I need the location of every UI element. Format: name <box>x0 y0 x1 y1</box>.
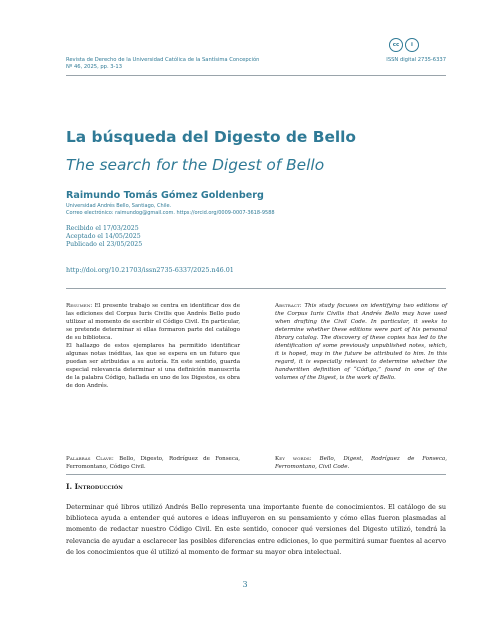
keywords-en-label: Key words: <box>275 456 312 462</box>
keywords-en-text: Bello, Digest, Rodríguez de Fonseca, Ferromontano, Civil Code. <box>275 456 448 471</box>
abstract-english <box>275 302 447 382</box>
received-date: Recibido el 17/03/2025 <box>66 225 139 232</box>
accepted-date: Aceptado el 14/05/2025 <box>66 233 141 241</box>
published-date: Publicado el 23/05/2025 <box>66 241 143 249</box>
license-badges <box>389 38 419 52</box>
doi-link[interactable]: http://doi.org/10.21703/issn2735-6337/2025.n46.01 <box>66 266 234 274</box>
abstract-spanish <box>66 302 240 391</box>
section-body: Determinar qué libros utilizó Andrés Bello representa una importante fuente de conocimientos. El catálogo de su biblioteca ayuda a entender qué autores e ideas influyeron en su pensamiento y cómo ellas fueron plasmadas al momento de redactar nuestro Código Civil. En este sentido, conocer qué versiones del Digesto utilizó, tendrá la relevancia de ayudar a esclarecer las posibles diferencias entre ediciones, lo que permitirá sumar fuentes al acervo de los conocimientos que él utilizó al momento de formar su mayor obra intelectual. <box>66 503 446 556</box>
abstract-divider-top <box>66 288 446 289</box>
page-number: 3 <box>242 580 248 589</box>
by-icon: i <box>405 38 419 52</box>
keywords-es-text: Bello, Digesto, Rodríguez de Fonseca, Ferromontano, Código Civil. <box>66 456 241 471</box>
keywords-english <box>275 455 447 471</box>
journal-name: Revista de Derecho de la Universidad Católica de la Santísima Concepción <box>66 57 260 63</box>
issn: ISSN digital 2735-6337 <box>386 57 446 63</box>
author-name: Raimundo Tomás Gómez Goldenberg <box>66 190 264 201</box>
cc-icon: cc <box>389 38 403 52</box>
abstract-divider-bottom <box>66 474 446 475</box>
keywords-es-label: Palabras Clave: <box>66 456 114 462</box>
affiliation-line: Universidad Andrés Bello, Santiago, Chile. <box>66 203 172 209</box>
title-spanish: La búsqueda del Digesto de Bello <box>66 128 357 146</box>
header-divider <box>66 75 446 76</box>
abstract-en-text: This study focuses on identifying two editions of the Corpus Iuris Civilis that Andrés Bello may have used when drafting the Civil Code. In particular, it seeks to determine whether these editions were part of his personal library catalog. The discovery of these copies has led to the identification of some previously unpublished notes, which, it is hoped, may in the future be attributed to him. In this regard, it is especially relevant to determine whether the handwritten definition of “Código,” found in one of the volumes of the Digest, is the work of Bello. <box>275 303 448 382</box>
journal-info <box>66 57 366 72</box>
title-english: The search for the Digest of Bello <box>66 156 325 174</box>
journal-issue: Nº 46, 2025, pp. 3-13 <box>66 64 123 71</box>
author-affiliation <box>66 203 275 216</box>
abstract-es-p1: El presente trabajo se centra en identificar dos de las ediciones del Corpus Iuris Civilis que Andrés Bello pudo utilizar al momento de escribir el Código Civil. En particular, se pretende determinar si ellas formaron parte del catálogo de su biblioteca. <box>66 303 240 342</box>
abstract-en-label: Abstract: <box>275 303 302 309</box>
article-dates <box>66 225 142 250</box>
abstract-es-label: Resumen: <box>66 303 93 309</box>
section-heading: I. Introducción <box>66 482 123 491</box>
keywords-spanish <box>66 455 240 471</box>
contact-line[interactable]: Correo electrónico: raimundog@gmail.com. https://orcid.org/0009-0007-3618-9588 <box>66 209 275 216</box>
abstract-es-p2: El hallazgo de estos ejemplares ha permitido identificar algunas notas inéditas, las que se espera en un futuro que puedan ser atribuidas a su autoría. En este sentido, guarda especial relevancia determinar si una definición manuscrita de la palabra Código, hallada en uno de los Digestos, es obra de don Andrés. <box>66 343 240 390</box>
